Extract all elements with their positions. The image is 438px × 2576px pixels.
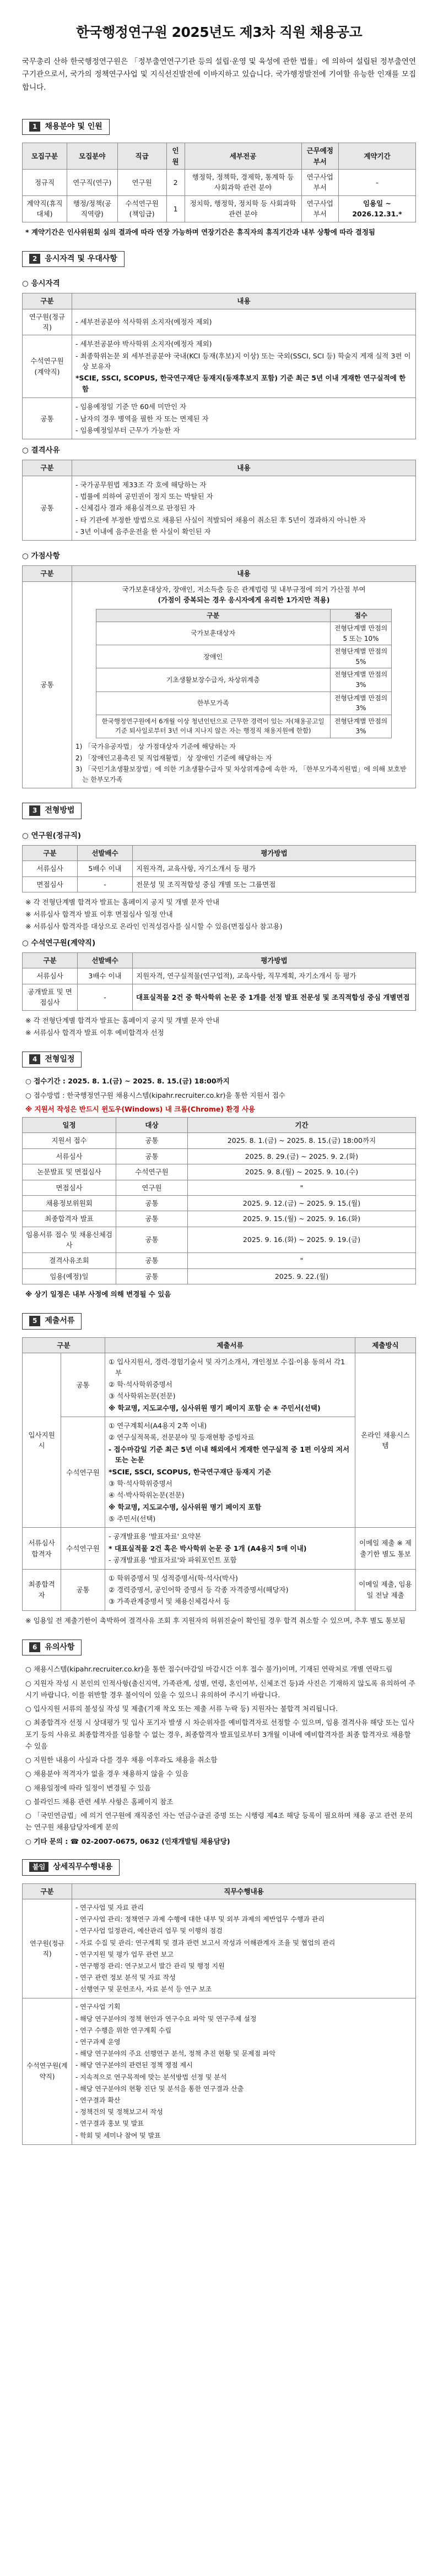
list-item: - 연구사업 관리: 정책연구 과제 수행에 대한 내부 및 외부 과제의 제반업무 수행과 관리 [75, 1915, 325, 1924]
section-2-header [22, 251, 125, 268]
table-header-cell: 구분 [23, 566, 72, 581]
section-4-header [22, 1052, 82, 1068]
table-cell: 한국행정연구원에서 6개월 이상 청년인턴으로 근무한 경력이 있는 자(채용공고일 기준 퇴사일로부터 3년 이내 지나지 않은 자는 행정직 채용지원에 한함) [96, 715, 330, 738]
table-cell: 온라인 채용시스템 [355, 1353, 416, 1528]
table-cell: 2025. 9. 22.(월) [188, 1268, 416, 1284]
table-header-cell: 제출방식 [355, 1337, 416, 1353]
table-cell: 2025. 9. 16.(화) ~ 2025. 9. 19.(금) [188, 1227, 416, 1253]
table-cell: 대표실적물 2건 중 학사학위 논문 중 1개를 선정 발표 전문성 및 조직적합성 중심 개별면접 [133, 984, 416, 1010]
list-item: - 지속적으로 연구목적에 맞는 분석방법 선정 및 분석 [75, 2073, 227, 2081]
table-cell: - [78, 984, 133, 1010]
section-5-header [22, 1313, 82, 1330]
table-header-cell: 근무예정부서 [301, 143, 339, 170]
list-item: - 신체검사 결과 채용실격으로 판정된 자 [75, 504, 196, 513]
table-header-cell: 구분 [23, 1337, 105, 1353]
list-item: - 연구사업 기획 [75, 2003, 121, 2011]
table-cell: 계약직(휴직대체) [23, 195, 67, 222]
table-header-cell: 선발배수 [78, 953, 133, 968]
table-cell: 2025. 8. 1.(금) ~ 2025. 8. 15.(금) 18:00까지 [188, 1133, 416, 1148]
table-cell: 전형단계별 만점의 3% [330, 691, 392, 715]
table-cell: 2 [166, 170, 185, 196]
table-cell: 공통 [116, 1253, 188, 1268]
table-row [23, 1353, 416, 1417]
list-item: - 임용예정일부터 근무가 가능한 자 [75, 426, 180, 434]
text: 1 [29, 122, 40, 132]
table-header-cell: 제출서류 [105, 1337, 355, 1353]
table-row [23, 1227, 416, 1253]
schedule-note: ※ 상기 일정은 내부 사정에 의해 변경될 수 있음 [25, 1290, 171, 1299]
table-cell [72, 476, 416, 541]
table-header-cell: 평가방법 [133, 846, 416, 861]
table-cell: 수석연구원 [61, 1417, 105, 1528]
list-item: 3) 「국민기초생활보장법」에 의한 기초생활수급자 및 차상위계층에 속한 자, 「한부모가족지원법」에 의해 보호받는 한부모가족 [75, 765, 407, 783]
table-row [23, 1253, 416, 1268]
bonus-table [22, 565, 416, 788]
list-item: - 임용예정일 기준 만 60세 미만인 자 [75, 402, 187, 411]
table-cell: 서류심사 합격자 [23, 1528, 61, 1569]
table-row [23, 861, 416, 876]
text: ○ 접수방법 : 한국행정연구원 채용시스템(kipahr.recruiter.co.kr)을 통한 지원서 접수 [25, 1091, 285, 1099]
table-header-cell: 내용 [72, 460, 416, 476]
list-item: - 공개발표용 '발표자료' 요약본 [109, 1532, 202, 1541]
selection-senior-subtitle: ○ 수석연구원(계약직) [22, 939, 96, 948]
table-cell: 전형단계별 만점의 3% [330, 668, 392, 691]
table-cell: 수석연구원(책임급) [117, 195, 166, 222]
table-row [23, 335, 416, 398]
list-item: ③ 학·석사학위증명서 [109, 1479, 172, 1488]
intro-paragraph: 국무총리 산하 한국행정연구원은 「정부출연연구기관 등의 설립·운영 및 육성에 관한 법률」에 의하여 설립된 정부출연연구기관으로서, 국가의 정책연구사업 및 지식선진발전에 이바지하고 있습니다. 국가행정발전에 기여할 유능한 인재를 모집합니다. [22, 57, 416, 92]
table-cell: 공통 [116, 1148, 188, 1164]
documents-note: ※ 임용일 전 제출기한이 촉박하여 결격사유 조회 후 지원자의 허위진술이 확인될 경우 합격 취소할 수 있으며, 추후 별도 통보됨 [25, 1616, 405, 1625]
table-row [23, 1164, 416, 1180]
list-item: - 법률에 의하여 공민권이 정지 또는 박탈된 자 [75, 492, 213, 500]
table-header-cell: 구분 [23, 293, 72, 309]
selection-researcher-table [22, 845, 416, 892]
table-row [23, 476, 416, 541]
table-cell: 채용정보위원회 [23, 1195, 116, 1211]
list-item: ⑤ 주민서(선택) [109, 1515, 156, 1523]
table-cell: 한부모가족 [96, 691, 330, 715]
table-cell: 연구원(정규직) [23, 309, 72, 335]
text: ○ 지원자 작성 시 본인의 인적사항(출신지역, 가족관계, 성별, 연령, 혼인여부, 신체조건 등)과 사진은 기재하지 않도록 유의하여 주시기 바랍니다. 이를 위반할 경우 불이익이 있을 수 있으니 유의하여 주시기 바랍니다. [25, 1679, 415, 1699]
table-row [23, 1899, 416, 1998]
table-header-cell: 모집구분 [23, 143, 67, 170]
list-item: - 연구사업 일정관리, 예산관리 업무 및 이행의 점검 [75, 1927, 223, 1935]
table-header-cell: 구분 [23, 460, 72, 476]
list-item: - 해당 연구분야의 주요 선행연구 분석, 정책 추진 현황 및 문제점 파악 [75, 2050, 276, 2058]
contact-line: ○ 기타 문의 : ☎ 02-2007-0675, 0632 (인재개발팀 채용담당) [25, 1837, 230, 1845]
table-cell: 전형단계별 만점의 3% [330, 715, 392, 738]
list-item: * 대표실적물 2건 혹은 박사학위 논문 중 1개 (A4용지 5매 이내) [109, 1544, 307, 1553]
table-cell: 논문발표 및 면접심사 [23, 1164, 116, 1180]
list-item: - 세부전공분야 석사학위 소지자(예정자 제외) [75, 318, 212, 326]
text: 유의사항 [45, 1642, 75, 1652]
table-cell: 기초생활보장수급자, 차상위계층 [96, 668, 330, 691]
table-row [23, 1133, 416, 1148]
table-row [23, 309, 416, 335]
table-header-cell: 내용 [72, 293, 416, 309]
list-item: ① 입사지원서, 경력·경험기술서 및 자기소개서, 개인정보 수집·이용 동의서 각1부 [109, 1358, 345, 1377]
list-item: - 자료 수집 및 관리: 연구계획 및 결과 관련 보고서 작성과 이해관계자 조율 및 협업의 관리 [75, 1938, 336, 1947]
page-title: 한국행정연구원 2025년도 제3차 직원 채용공고 [75, 24, 363, 40]
list-item: 2) 「장애인고용촉진 및 직업재활법」 상 장애인 기준에 해당하는 자 [75, 754, 272, 762]
text: 4 [29, 1054, 40, 1065]
text: ○ 채용시스템(kipahr.recruiter.co.kr)을 통한 접수(마감일 마감시간 이후 접수 불가)이며, 기재된 연락처로 개별 연락드림 [25, 1665, 393, 1674]
table-cell: 1 [166, 195, 185, 222]
table-cell: 면접심사 [23, 876, 78, 892]
table-row [23, 1268, 416, 1284]
table-cell: - [339, 170, 416, 196]
table-cell: 수석연구원(계약직) [23, 1998, 72, 2144]
table-cell: 공통 [23, 398, 72, 439]
table-row [23, 1148, 416, 1164]
list-item: ※ 학교명, 지도교수명, 심사위원 명기 페이지 포함 순 ④ 주민서(선택) [109, 1403, 321, 1412]
table-cell [72, 335, 416, 398]
table-cell: 공통 [116, 1227, 188, 1253]
list-item: - 세부전공분야 박사학위 소지자(예정자 제외) [75, 340, 212, 348]
table-row [23, 398, 416, 439]
text: 전형일정 [45, 1054, 75, 1064]
table-cell: 정규직 [23, 170, 67, 196]
table-header-cell: 모집분야 [67, 143, 117, 170]
text: 채용분야 및 인원 [45, 122, 102, 131]
table-cell: 공개발표 및 면접심사 [23, 984, 78, 1010]
table-cell: 임용서류 접수 및 채용신체검사 [23, 1227, 116, 1253]
qualification-subtitle: ○ 응시자격 [22, 279, 60, 288]
text: 전형방법 [45, 806, 75, 815]
table-cell: 전문성 및 조직적합성 중심 개별 또는 그룹면접 [133, 876, 416, 892]
list-item: - 학회 및 세미나 참여 및 발표 [75, 2131, 161, 2139]
disqualification-subtitle: ○ 결격사유 [22, 446, 60, 455]
text: ○ 최종합격자 선정 시 상대평가 및 입사 포기자 발생 시 차순위자를 예비합격자로 선정할 수 있으며, 임용 결격사유 해당 또는 입사포기 등의 사유로 최종합격자를 임용할 수 없는 경우, 최종합격자 발표일로부터 3개월 이내에 예비합격자를 최종 합격자로 채용할 수 있음 [25, 1718, 415, 1750]
table-row [23, 1211, 416, 1227]
text: ○ 입사지원 서류의 불성실 작성 및 제출(기재 착오 또는 제출 서류 누락 등) 지원자는 불합격 처리됩니다. [25, 1704, 338, 1713]
table-cell: 면접심사 [23, 1180, 116, 1195]
table-cell: 공통 [61, 1353, 105, 1417]
table-header-cell: 평가방법 [133, 953, 416, 968]
table-header-cell: 세부전공 [185, 143, 301, 170]
table-cell: 결격사유조회 [23, 1253, 116, 1268]
table-cell: " [188, 1253, 416, 1268]
list-item: ※ 각 전형단계별 합격자 발표는 홈페이지 공지 및 개별 문자 안내 [25, 1016, 220, 1025]
text: 상세직무수행내용 [53, 1862, 113, 1871]
text: 붙임 [29, 1862, 48, 1872]
list-item: ② 경력증명서, 공인어학 증명서 등 각종 자격증명서(해당자) [109, 1585, 289, 1594]
table-header-cell: 인원 [166, 143, 185, 170]
table-cell [72, 398, 416, 439]
list-item: - 선행연구 및 문헌조사, 자료 분석 등 연구 보조 [75, 1985, 212, 1994]
list-item: ① 학위증명서 및 성적증명서(학·석사(박사) [109, 1573, 238, 1582]
table-cell [105, 1353, 355, 1417]
list-item: - 연구 관련 정보 분석 및 자료 작성 [75, 1974, 176, 1982]
list-item: - 연구결과 홍보 및 발표 [75, 2120, 144, 2128]
list-item: ※ 각 전형단계별 합격자 발표는 홈페이지 공지 및 개별 문자 안내 [25, 898, 220, 907]
table-header-cell: 구분 [23, 846, 78, 861]
list-item: - 해당 연구분야의 현황 진단 및 분석을 통한 연구결과 산출 [75, 2084, 244, 2093]
table-header-cell: 대상 [116, 1118, 188, 1133]
text: ○ 블라인드 채용 관련 세부 사항은 홈페이지 참조 [25, 1797, 174, 1806]
qualification-table [22, 293, 416, 439]
list-item: - 타 기관에 부정한 방법으로 채용된 사실이 적발되어 채용이 취소된 후 5년이 경과하지 아니한 자 [75, 515, 366, 524]
table-row [23, 968, 416, 984]
table-cell: 임용일 ~ 2026.12.31.* [339, 195, 416, 222]
schedule-table [22, 1117, 416, 1284]
table-cell: 공통 [116, 1211, 188, 1227]
table-cell: 최종합격자 발표 [23, 1211, 116, 1227]
table-cell: 2025. 9. 8.(월) ~ 2025. 9. 10.(수) [188, 1164, 416, 1180]
table-cell: 국가보훈대상자 [96, 622, 330, 645]
text: 3 [29, 805, 40, 816]
list-item: - 연구결과 확산 [75, 2096, 121, 2104]
table-cell: 임용(예정)일 [23, 1268, 116, 1284]
text: 응시자격 및 우대사항 [45, 254, 117, 263]
list-item: ② 연구실적목록, 전문분야 및 등재현황 증빙자료 [109, 1433, 255, 1442]
table-cell: 전형단계별 만점의 5% [330, 645, 392, 668]
table-cell: 연구사업 부서 [301, 195, 339, 222]
table-cell [105, 1417, 355, 1528]
table-row [23, 984, 416, 1010]
list-item: - 연구지원 및 평가 업무 관련 보고 [75, 1950, 174, 1958]
list-item: 1) 「국가유공자법」 상 가점대상자 기준에 해당하는 자 [75, 743, 236, 751]
table-row [23, 1180, 416, 1195]
text: ○ 지원한 내용이 사실과 다를 경우 채용 이후라도 채용을 취소함 [25, 1756, 218, 1764]
list-item: ① 연구계획서(A4용지 2쪽 이내) [109, 1422, 207, 1430]
table-row [23, 1195, 416, 1211]
disqualification-table [22, 460, 416, 541]
table-cell: 공통 [116, 1268, 188, 1284]
table-cell: 이메일 제출 ※ 제출기한 별도 통보 [355, 1528, 416, 1569]
table-row [23, 195, 416, 222]
list-item: - 접수마감일 기준 최근 5년 이내 해외에서 게재한 연구실적 중 1편 이상의 저서 또는 논문 [109, 1445, 350, 1464]
selection-researcher-subtitle: ○ 연구원(정규직) [22, 831, 82, 841]
table-header-cell: 구분 [23, 953, 78, 968]
table-cell: 지원자격, 연구실적물(연구업적), 교육사항, 직무계획, 자기소개서 등 평가 [133, 968, 416, 984]
table-cell: 연구사업 부서 [301, 170, 339, 196]
table-cell: 5배수 이내 [78, 861, 133, 876]
table-row [23, 170, 416, 196]
text: ○ 「국민연금법」에 의거 연구원에 재직중인 자는 연금수급권 증명 또는 시행령 제4조 해당 등록이 필요하며 채용 공고 관련 문의는 연구원 채용담당자에게 문의 [25, 1811, 413, 1832]
table-cell: 2025. 9. 15.(월) ~ 2025. 9. 16.(화) [188, 1211, 416, 1227]
table-cell: 지원서 접수 [23, 1133, 116, 1148]
table-header-cell: 내용 [72, 566, 416, 581]
list-item: *SCIE, SSCI, SCOPUS, 한국연구재단 등재지(등재후보지 포함) 기준 최근 5년 이내 게재한 연구실적에 한함 [75, 374, 406, 393]
attachment-header [22, 1859, 120, 1876]
table-cell: 행정/정책(공직역량) [67, 195, 117, 222]
table-cell: 연구원(정규직) [23, 1899, 72, 1998]
table-cell: 서류심사 [23, 1148, 116, 1164]
list-item: - 연구 수행을 위한 연구계획 수립 [75, 2026, 172, 2034]
section-6-header [22, 1640, 82, 1656]
table-cell: 공통 [23, 581, 72, 788]
table-cell: 행정학, 정책학, 경제학, 통계학 등 사회과학 관련 분야 [185, 170, 301, 196]
table-cell: 전형단계별 만점의 5 또는 10% [330, 622, 392, 645]
table-cell: 정치학, 행정학, 정치학 등 사회과학 관련 분야 [185, 195, 301, 222]
table-header-cell: 기간 [188, 1118, 416, 1133]
table-cell: 공통 [23, 476, 72, 541]
table-cell: 최종합격자 [23, 1569, 61, 1610]
table-row [23, 1528, 416, 1569]
text: 5 [29, 1316, 40, 1326]
table-cell: 이메일 제출, 임용일 전날 제출 [355, 1569, 416, 1610]
list-item: ※ 학교명, 지도교수명, 심사위원 명기 페이지 포함 [109, 1502, 262, 1511]
table-cell [72, 581, 416, 788]
table-header-cell: 점수 [330, 609, 392, 622]
selection-senior-table [22, 952, 416, 1011]
table-cell [72, 309, 416, 335]
duties-table [22, 1883, 416, 2145]
text: 6 [29, 1642, 40, 1653]
table-cell [105, 1569, 355, 1610]
table-row [23, 1998, 416, 2144]
table-cell: 연구원 [117, 170, 166, 196]
table-header-cell: 계약기간 [339, 143, 416, 170]
table-cell: 2025. 8. 29.(금) ~ 2025. 9. 2.(화) [188, 1148, 416, 1164]
table-cell [72, 1998, 416, 2144]
list-item: ※ 서류심사 합격자를 대상으로 온라인 인적성검사를 실시할 수 있음(면접심사 참고용) [25, 922, 283, 931]
table-cell: 3배수 이내 [78, 968, 133, 984]
list-item: ② 학·석사학위증명서 [109, 1380, 172, 1388]
table-row [23, 1569, 416, 1610]
table-cell: 입사지원 시 [23, 1353, 61, 1528]
table-cell: 수석연구원(계약직) [23, 335, 72, 398]
text: 국가보훈대상자, 장애인, 저소득층 등은 관계법령 및 내부규정에 의거 가산점 부여 [122, 585, 366, 593]
table-cell: 장애인 [96, 645, 330, 668]
list-item: - 연구행정 관리: 연구보고서 발간 관리 및 행정 지원 [75, 1962, 225, 1970]
section-3-header [22, 803, 82, 819]
table-header-cell: 직무수행내용 [72, 1883, 416, 1899]
table-cell: 서류심사 [23, 968, 78, 984]
bonus-subtitle: ○ 가점사항 [22, 552, 60, 561]
table-cell: 서류심사 [23, 861, 78, 876]
text: ○ 접수기간 : 2025. 8. 1.(금) ~ 2025. 8. 15.(금) 18:00까지 [25, 1077, 230, 1086]
table-cell: 공통 [116, 1133, 188, 1148]
text: 2 [29, 254, 40, 264]
list-item: ※ 서류심사 합격자 발표 이후 예비합격자 선정 [25, 1028, 164, 1037]
section-1-header [22, 119, 110, 135]
text: 제출서류 [45, 1316, 75, 1326]
notice-list [22, 1663, 416, 1847]
table-cell: 연구직(연구) [67, 170, 117, 196]
list-item: - 최종학위논문 외 세부전공분야 국내(KCI 등재(후보)지 이상) 또는 국외(SSCI, SCI 등) 학술지 게재 실적 3편 이상 보유자 [75, 351, 411, 371]
text: ○ 채용분야 적격자가 없을 경우 채용하지 않을 수 있음 [25, 1769, 189, 1778]
positions-table [22, 143, 416, 222]
list-item: ③ 석사학위논문(전문) [109, 1392, 176, 1401]
bonus-points-table [96, 609, 392, 739]
table-cell: 공통 [116, 1195, 188, 1211]
list-item: ※ 서류심사 합격자 발표 이후 면접심사 일정 안내 [25, 910, 173, 919]
list-item: - 3년 이내에 음주운전을 한 사실이 확인된 자 [75, 527, 211, 536]
list-item: - 정책건의 및 정책보고서 작성 [75, 2108, 163, 2116]
table-cell [72, 1899, 416, 1998]
table-header-cell: 선발배수 [78, 846, 133, 861]
list-item: - 해당 연구분야의 정책 현안과 연구수요 파악 및 연구주제 설정 [75, 2014, 257, 2023]
table-header-cell: 일정 [23, 1118, 116, 1133]
text: ※ 지원서 작성은 반드시 윈도우(Windows) 내 크롬(Chrome) 환경 사용 [25, 1104, 256, 1113]
list-item: - 공개발표용 '발표자료'와 파워포인트 포함 [109, 1556, 237, 1565]
table-row [23, 581, 416, 788]
table-header-cell: 직급 [117, 143, 166, 170]
table-row [23, 876, 416, 892]
table-cell: - [78, 876, 133, 892]
documents-table [22, 1337, 416, 1611]
table-cell: 지원자격, 교육사항, 자기소개서 등 평가 [133, 861, 416, 876]
text: ○ 채용일정에 따라 일정이 변경될 수 있음 [25, 1783, 151, 1792]
table-cell: 공통 [61, 1569, 105, 1610]
text: (가점이 중복되는 경우 응시자에게 유리한 1가지만 적용) [158, 596, 330, 604]
table-cell: " [188, 1180, 416, 1195]
list-item: ③ 가족관계증명서 및 채용신체검사서 등 [109, 1597, 230, 1606]
list-item: *SCIE, SSCI, SCOPUS, 한국연구재단 등재지 기준 [109, 1467, 272, 1476]
list-item: - 연구과제 운영 [75, 2038, 121, 2046]
table-cell: 연구원 [116, 1180, 188, 1195]
table-cell: 2025. 9. 12.(금) ~ 2025. 9. 15.(월) [188, 1195, 416, 1211]
table-header-cell: 구분 [96, 609, 330, 622]
table-cell: 수석연구원 [61, 1528, 105, 1569]
list-item: - 남자의 경우 병역을 필한 자 또는 면제된 자 [75, 414, 209, 423]
list-item: ④ 석·박사학위논문(전문) [109, 1491, 185, 1500]
table-cell: 수석연구원 [116, 1164, 188, 1180]
list-item: - 연구사업 및 자료 관리 [75, 1903, 144, 1911]
table-header-cell: 구분 [23, 1883, 72, 1899]
list-item: - 해당 연구분야의 관련된 정책 쟁점 제시 [75, 2061, 193, 2069]
table-cell [105, 1528, 355, 1569]
positions-note: * 계약기간은 인사위원회 심의 결과에 따라 연장 가능하며 연장기간은 휴직자의 휴직기간과 내부 상황에 따라 결정됨 [25, 227, 375, 236]
list-item: - 국가공무원법 제33조 각 호에 해당하는 자 [75, 480, 207, 489]
